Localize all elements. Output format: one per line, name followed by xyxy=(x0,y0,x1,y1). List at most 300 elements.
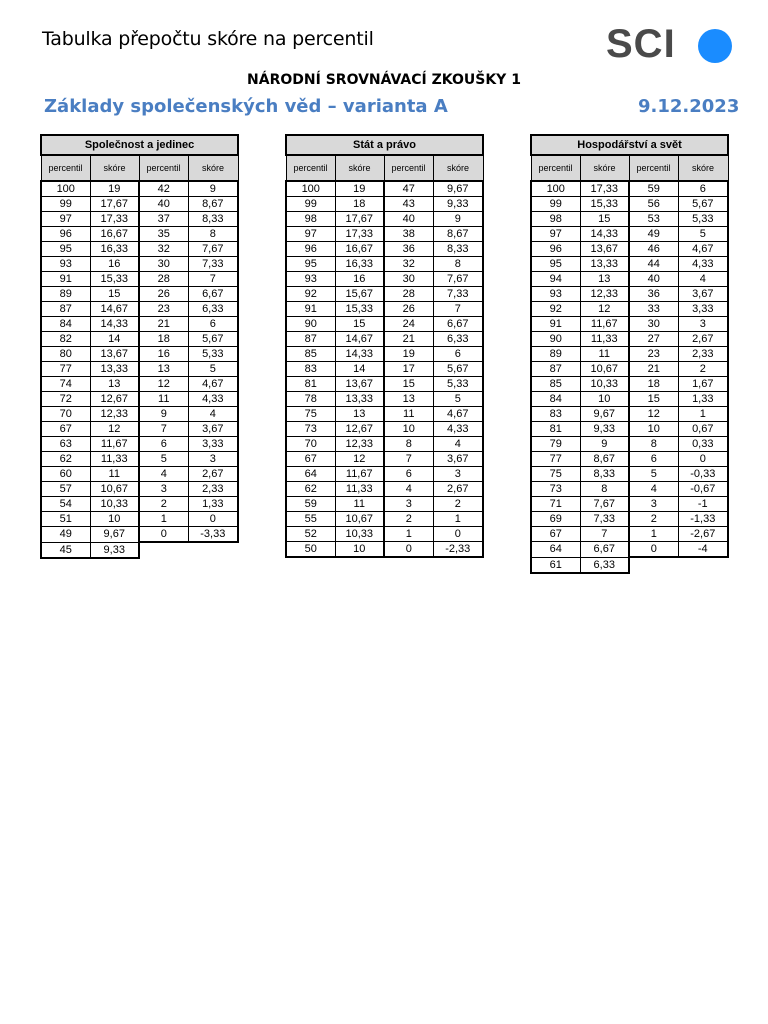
table-row xyxy=(286,392,483,407)
percentil-cell: 43 xyxy=(384,197,433,212)
percentil-cell: 37 xyxy=(139,212,188,227)
percentil-cell: 16 xyxy=(139,347,188,362)
table-row xyxy=(41,227,238,242)
percentil-cell: 87 xyxy=(41,302,90,317)
percentil-cell: 98 xyxy=(286,212,335,227)
table-row xyxy=(41,482,238,497)
percentil-cell: 15 xyxy=(384,377,433,392)
table-row xyxy=(41,392,238,407)
column-header-skore: skóre xyxy=(580,155,629,181)
percentil-cell: 89 xyxy=(41,287,90,302)
score-cell: 11 xyxy=(335,497,384,512)
percentil-cell: 1 xyxy=(139,512,188,527)
percentil-cell: 62 xyxy=(41,452,90,467)
score-cell: 7,67 xyxy=(433,272,483,287)
score-cell: 7,67 xyxy=(580,497,629,512)
table-row xyxy=(286,407,483,422)
percentil-cell: 85 xyxy=(531,377,580,392)
percentil-cell: 12 xyxy=(139,377,188,392)
column-header-percentil: percentil xyxy=(41,155,90,181)
percentil-cell: 57 xyxy=(41,482,90,497)
score-cell: 10,33 xyxy=(580,377,629,392)
percentil-cell: 60 xyxy=(41,467,90,482)
percentil-cell: 1 xyxy=(629,527,678,542)
table-row xyxy=(286,302,483,317)
percentil-cell: 73 xyxy=(531,482,580,497)
score-cell: 10,67 xyxy=(90,482,139,497)
score-cell: 0 xyxy=(678,452,728,467)
percentil-cell: 90 xyxy=(286,317,335,332)
percentil-cell: 9 xyxy=(139,407,188,422)
score-cell: 15,33 xyxy=(580,197,629,212)
percentil-cell: 33 xyxy=(629,302,678,317)
score-cell: 16,67 xyxy=(90,227,139,242)
percentil-cell: 91 xyxy=(531,317,580,332)
score-cell: 6 xyxy=(433,347,483,362)
score-cell: 13,67 xyxy=(90,347,139,362)
score-cell: 6,33 xyxy=(188,302,238,317)
score-cell: 0 xyxy=(433,527,483,542)
table-row xyxy=(286,437,483,452)
score-cell: 14,33 xyxy=(90,317,139,332)
score-cell: 6,67 xyxy=(433,317,483,332)
score-cell: 1 xyxy=(678,407,728,422)
score-cell: 15 xyxy=(335,317,384,332)
empty-cell xyxy=(188,542,238,558)
percentil-cell: 5 xyxy=(139,452,188,467)
score-cell: 15 xyxy=(90,287,139,302)
percentil-cell: 23 xyxy=(139,302,188,317)
score-cell: 7,67 xyxy=(188,242,238,257)
column-header-percentil: percentil xyxy=(629,155,678,181)
score-cell: 5 xyxy=(678,227,728,242)
percentil-cell: 26 xyxy=(384,302,433,317)
column-header-skore: skóre xyxy=(90,155,139,181)
percentil-cell: 61 xyxy=(531,557,580,573)
scio-logo xyxy=(606,22,732,66)
score-cell: -0,33 xyxy=(678,467,728,482)
percentil-cell: 40 xyxy=(139,197,188,212)
score-cell: 11,67 xyxy=(335,467,384,482)
table-row xyxy=(531,302,728,317)
table-row xyxy=(41,332,238,347)
percentil-cell: 52 xyxy=(286,527,335,542)
percentil-cell: 64 xyxy=(531,542,580,558)
percentil-cell: 67 xyxy=(41,422,90,437)
percentil-cell: 96 xyxy=(286,242,335,257)
score-cell: 11,33 xyxy=(335,482,384,497)
score-cell: 14,33 xyxy=(580,227,629,242)
table-row xyxy=(41,377,238,392)
percentil-cell: 13 xyxy=(384,392,433,407)
score-cell: 6,33 xyxy=(433,332,483,347)
percentil-cell: 87 xyxy=(286,332,335,347)
percentil-cell: 3 xyxy=(384,497,433,512)
table-row xyxy=(531,287,728,302)
score-cell: 13 xyxy=(90,377,139,392)
percentil-cell: 32 xyxy=(139,242,188,257)
table-row xyxy=(41,467,238,482)
percentil-cell: 44 xyxy=(629,257,678,272)
percentil-cell: 11 xyxy=(139,392,188,407)
score-cell: 15 xyxy=(580,212,629,227)
percentil-cell: 36 xyxy=(629,287,678,302)
percentil-cell: 18 xyxy=(139,332,188,347)
score-cell: 7,33 xyxy=(188,257,238,272)
score-cell: 1,33 xyxy=(678,392,728,407)
percentil-cell: 81 xyxy=(286,377,335,392)
percentil-cell: 99 xyxy=(531,197,580,212)
table-row xyxy=(41,197,238,212)
percentil-cell: 69 xyxy=(531,512,580,527)
score-cell: 14 xyxy=(335,362,384,377)
score-cell: 8,33 xyxy=(580,467,629,482)
score-cell: 5,33 xyxy=(433,377,483,392)
score-cell: 7,33 xyxy=(580,512,629,527)
percentil-cell: 19 xyxy=(384,347,433,362)
percentil-cell: 50 xyxy=(286,542,335,558)
percentil-cell: 49 xyxy=(629,227,678,242)
percentil-cell: 30 xyxy=(384,272,433,287)
table-title: Stát a právo xyxy=(286,135,483,155)
score-cell: 10 xyxy=(580,392,629,407)
score-cell: -2,33 xyxy=(433,542,483,558)
table-row xyxy=(531,497,728,512)
percentil-cell: 17 xyxy=(384,362,433,377)
score-cell: 5,67 xyxy=(188,332,238,347)
score-cell: 11,33 xyxy=(580,332,629,347)
score-cell: 8,67 xyxy=(580,452,629,467)
table-row xyxy=(531,332,728,347)
score-cell: 10 xyxy=(90,512,139,527)
table-row xyxy=(531,197,728,212)
percentil-cell: 75 xyxy=(531,467,580,482)
percentil-cell: 59 xyxy=(286,497,335,512)
table-row xyxy=(286,362,483,377)
table-row xyxy=(531,362,728,377)
table-row xyxy=(531,257,728,272)
score-cell: 8 xyxy=(580,482,629,497)
score-cell: 19 xyxy=(335,181,384,197)
percentil-cell: 42 xyxy=(139,181,188,197)
percentil-cell: 96 xyxy=(531,242,580,257)
table-row xyxy=(531,482,728,497)
score-cell: 5,33 xyxy=(678,212,728,227)
score-cell: 11,67 xyxy=(90,437,139,452)
table-row xyxy=(286,527,483,542)
score-cell: 9,33 xyxy=(90,542,139,558)
score-cell: 8,33 xyxy=(188,212,238,227)
score-cell: -2,67 xyxy=(678,527,728,542)
score-cell: 12 xyxy=(335,452,384,467)
score-cell: 1 xyxy=(433,512,483,527)
percentil-cell: 3 xyxy=(629,497,678,512)
percentil-cell: 5 xyxy=(629,467,678,482)
score-cell: 3 xyxy=(188,452,238,467)
score-cell: 0,67 xyxy=(678,422,728,437)
table-row xyxy=(286,181,483,197)
score-cell: 9 xyxy=(188,181,238,197)
percentil-cell: 93 xyxy=(531,287,580,302)
score-cell: 6 xyxy=(678,181,728,197)
score-cell: 9 xyxy=(580,437,629,452)
table-row xyxy=(531,422,728,437)
score-cell: 16 xyxy=(90,257,139,272)
percentil-cell: 8 xyxy=(384,437,433,452)
table-row xyxy=(41,437,238,452)
score-cell: 1,67 xyxy=(678,377,728,392)
percentil-cell: 77 xyxy=(41,362,90,377)
score-cell: 11 xyxy=(90,467,139,482)
percentil-cell: 93 xyxy=(286,272,335,287)
score-cell: 4,67 xyxy=(188,377,238,392)
percentil-cell: 94 xyxy=(531,272,580,287)
percentil-cell: 71 xyxy=(531,497,580,512)
percentil-cell: 63 xyxy=(41,437,90,452)
percentil-cell: 55 xyxy=(286,512,335,527)
score-cell: -0,67 xyxy=(678,482,728,497)
percentil-cell: 28 xyxy=(384,287,433,302)
percentil-cell: 75 xyxy=(286,407,335,422)
logo-dot-icon xyxy=(698,29,732,63)
score-cell: 3,33 xyxy=(188,437,238,452)
percentil-cell: 97 xyxy=(286,227,335,242)
score-cell: 9,33 xyxy=(580,422,629,437)
score-cell: 2,67 xyxy=(678,332,728,347)
score-cell: 6,67 xyxy=(188,287,238,302)
score-cell: 15,33 xyxy=(90,272,139,287)
percentil-cell: 74 xyxy=(41,377,90,392)
score-cell: 5 xyxy=(433,392,483,407)
score-cell: 8,67 xyxy=(188,197,238,212)
column-header-skore: skóre xyxy=(335,155,384,181)
score-table-spolecnost xyxy=(40,134,239,559)
score-cell: 7,33 xyxy=(433,287,483,302)
table-row xyxy=(286,317,483,332)
percentil-cell: 70 xyxy=(41,407,90,422)
table-row xyxy=(286,272,483,287)
score-cell: 17,33 xyxy=(90,212,139,227)
percentil-cell: 4 xyxy=(384,482,433,497)
score-cell: 5,67 xyxy=(433,362,483,377)
empty-cell xyxy=(629,557,678,573)
table-row xyxy=(286,452,483,467)
percentil-cell: 77 xyxy=(531,452,580,467)
score-cell: 12,33 xyxy=(90,407,139,422)
score-cell: 11,33 xyxy=(90,452,139,467)
score-cell: 13 xyxy=(580,272,629,287)
percentil-cell: 98 xyxy=(531,212,580,227)
score-cell: 19 xyxy=(90,181,139,197)
score-cell: 9,67 xyxy=(580,407,629,422)
score-cell: 4 xyxy=(188,407,238,422)
score-cell: 7 xyxy=(433,302,483,317)
score-table-stat xyxy=(285,134,484,558)
score-cell: 9,67 xyxy=(90,527,139,543)
score-cell: 5,33 xyxy=(188,347,238,362)
score-cell: 8 xyxy=(433,257,483,272)
percentil-cell: 92 xyxy=(286,287,335,302)
score-cell: 2,67 xyxy=(433,482,483,497)
logo-text: SCI xyxy=(606,22,676,66)
table-row xyxy=(531,557,728,573)
score-cell: 17,33 xyxy=(580,181,629,197)
score-cell: 3 xyxy=(678,317,728,332)
table-row xyxy=(531,392,728,407)
percentil-cell: 2 xyxy=(629,512,678,527)
percentil-cell: 6 xyxy=(139,437,188,452)
table-row xyxy=(41,542,238,558)
table-row xyxy=(286,347,483,362)
percentil-cell: 62 xyxy=(286,482,335,497)
table-row xyxy=(531,527,728,542)
table-row xyxy=(41,302,238,317)
percentil-cell: 35 xyxy=(139,227,188,242)
table-row xyxy=(531,242,728,257)
score-cell: 17,67 xyxy=(90,197,139,212)
score-cell: 4,33 xyxy=(433,422,483,437)
percentil-cell: 79 xyxy=(531,437,580,452)
score-cell: 0 xyxy=(188,512,238,527)
column-header-skore: skóre xyxy=(678,155,728,181)
table-row xyxy=(286,287,483,302)
percentil-cell: 13 xyxy=(139,362,188,377)
percentil-cell: 21 xyxy=(629,362,678,377)
percentil-cell: 0 xyxy=(139,527,188,543)
percentil-cell: 27 xyxy=(629,332,678,347)
table-title: Hospodářství a svět xyxy=(531,135,728,155)
percentil-cell: 6 xyxy=(629,452,678,467)
percentil-cell: 56 xyxy=(629,197,678,212)
percentil-cell: 91 xyxy=(41,272,90,287)
percentil-cell: 67 xyxy=(531,527,580,542)
table-row xyxy=(286,242,483,257)
percentil-cell: 97 xyxy=(41,212,90,227)
score-cell: 11 xyxy=(580,347,629,362)
document-title: Tabulka přepočtu skóre na percentil xyxy=(42,28,374,50)
column-header-percentil: percentil xyxy=(286,155,335,181)
score-cell: 13,67 xyxy=(335,377,384,392)
percentil-cell: 95 xyxy=(41,242,90,257)
table-row xyxy=(531,407,728,422)
column-header-percentil: percentil xyxy=(139,155,188,181)
score-cell: 15,33 xyxy=(335,302,384,317)
percentil-cell: 72 xyxy=(41,392,90,407)
score-cell: 12,67 xyxy=(335,422,384,437)
score-cell: 12,33 xyxy=(335,437,384,452)
percentil-cell: 30 xyxy=(139,257,188,272)
exam-heading: NÁRODNÍ SROVNÁVACÍ ZKOUŠKY 1 xyxy=(247,72,521,88)
table-row xyxy=(41,527,238,543)
score-cell: 13 xyxy=(335,407,384,422)
percentil-cell: 85 xyxy=(286,347,335,362)
table-row xyxy=(286,497,483,512)
percentil-cell: 53 xyxy=(629,212,678,227)
score-cell: -4 xyxy=(678,542,728,558)
score-cell: 3 xyxy=(433,467,483,482)
table-row xyxy=(286,512,483,527)
percentil-cell: 78 xyxy=(286,392,335,407)
table-row xyxy=(41,242,238,257)
score-cell: 9,33 xyxy=(433,197,483,212)
percentil-cell: 32 xyxy=(384,257,433,272)
score-cell: 4,67 xyxy=(678,242,728,257)
score-cell: 12,67 xyxy=(90,392,139,407)
score-cell: 17,33 xyxy=(335,227,384,242)
score-cell: 1,33 xyxy=(188,497,238,512)
table-row xyxy=(41,317,238,332)
subject-title: Základy společenských věd – varianta A xyxy=(44,96,448,117)
percentil-cell: 100 xyxy=(41,181,90,197)
score-cell: 4,33 xyxy=(678,257,728,272)
percentil-cell: 96 xyxy=(41,227,90,242)
column-header-percentil: percentil xyxy=(384,155,433,181)
score-cell: 12 xyxy=(90,422,139,437)
table-row xyxy=(531,512,728,527)
score-cell: 6,33 xyxy=(580,557,629,573)
score-cell: 16,33 xyxy=(335,257,384,272)
percentil-cell: 10 xyxy=(629,422,678,437)
score-cell: 10,67 xyxy=(335,512,384,527)
score-cell: 3,67 xyxy=(188,422,238,437)
score-cell: 2,33 xyxy=(188,482,238,497)
percentil-cell: 100 xyxy=(531,181,580,197)
table-row xyxy=(531,317,728,332)
percentil-cell: 95 xyxy=(531,257,580,272)
percentil-cell: 100 xyxy=(286,181,335,197)
score-cell: 5 xyxy=(188,362,238,377)
percentil-cell: 64 xyxy=(286,467,335,482)
score-cell: 7 xyxy=(188,272,238,287)
score-cell: 16 xyxy=(335,272,384,287)
percentil-cell: 4 xyxy=(629,482,678,497)
table-row xyxy=(286,227,483,242)
percentil-cell: 73 xyxy=(286,422,335,437)
percentil-cell: 80 xyxy=(41,347,90,362)
percentil-cell: 38 xyxy=(384,227,433,242)
table-row xyxy=(286,377,483,392)
score-cell: 14,67 xyxy=(90,302,139,317)
column-header-percentil: percentil xyxy=(531,155,580,181)
percentil-cell: 51 xyxy=(41,512,90,527)
score-cell: 12,33 xyxy=(580,287,629,302)
table-row xyxy=(286,332,483,347)
score-cell: 6 xyxy=(188,317,238,332)
percentil-cell: 46 xyxy=(629,242,678,257)
score-cell: 4 xyxy=(433,437,483,452)
percentil-cell: 84 xyxy=(531,392,580,407)
percentil-cell: 70 xyxy=(286,437,335,452)
percentil-cell: 7 xyxy=(384,452,433,467)
score-cell: 8,33 xyxy=(433,242,483,257)
table-row xyxy=(531,437,728,452)
table-row xyxy=(41,362,238,377)
empty-cell xyxy=(139,542,188,558)
percentil-cell: 26 xyxy=(139,287,188,302)
score-cell: 4 xyxy=(678,272,728,287)
table-row xyxy=(531,542,728,558)
percentil-cell: 21 xyxy=(384,332,433,347)
table-row xyxy=(531,272,728,287)
percentil-cell: 24 xyxy=(384,317,433,332)
percentil-cell: 90 xyxy=(531,332,580,347)
score-cell: 13,33 xyxy=(335,392,384,407)
exam-date: 9.12.2023 xyxy=(638,96,740,117)
percentil-cell: 30 xyxy=(629,317,678,332)
percentil-cell: 23 xyxy=(629,347,678,362)
percentil-cell: 67 xyxy=(286,452,335,467)
score-cell: 14,33 xyxy=(335,347,384,362)
